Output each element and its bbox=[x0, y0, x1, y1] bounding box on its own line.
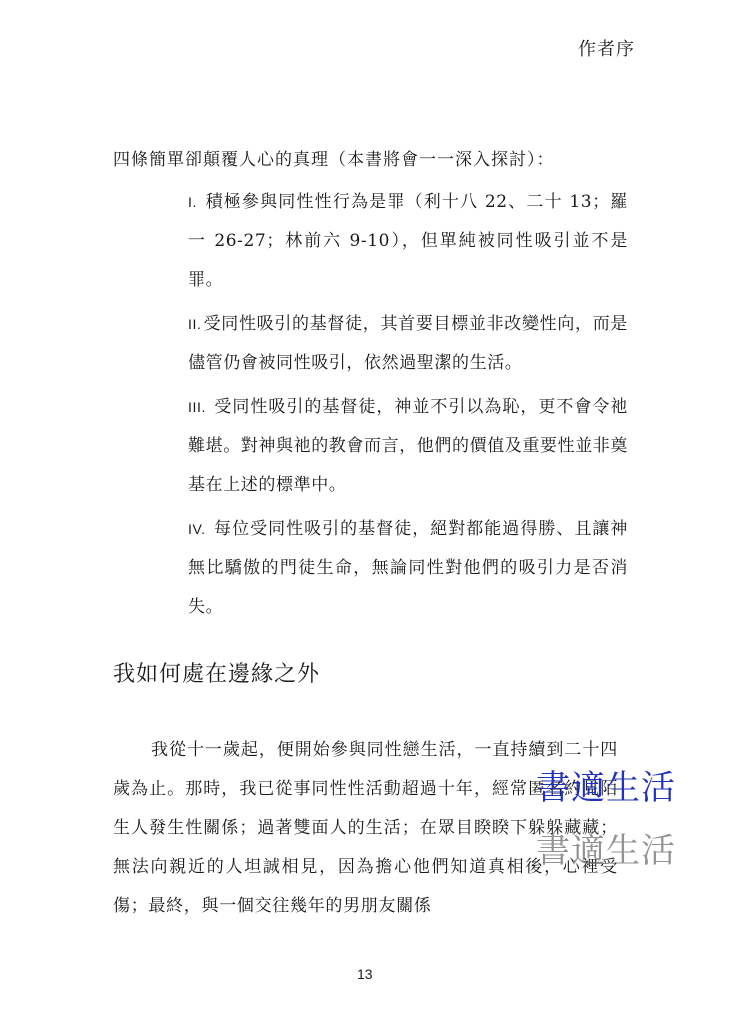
watermark-secondary: 書適生活 bbox=[536, 831, 676, 871]
truth-item-1 bbox=[188, 183, 628, 300]
body-paragraph: 我從十一歲起，便開始參與同性戀生活，一直持續到二十四歲為止。那時，我已從事同性性活動超過十年，經常匿名約見陌生人發生性關係；過著雙面人的生活；在眾目睽睽下躲躲藏藏；無法向親近的人坦誠相見，因為擔心他們知道真相後，心裡受傷；最終，與一個交往幾年的男朋友關係 bbox=[113, 740, 618, 916]
truth-text: 積極參與同性性行為是罪（利十八 22、二十 13；羅一 26-27；林前六 9-10），但單純被同性吸引並不是罪。 bbox=[188, 192, 628, 290]
truth-item-2 bbox=[188, 305, 628, 383]
truth-text: 受同性吸引的基督徒，神並不引以為恥，更不會令祂難堪。對神與祂的教會而言，他們的價值及重要性並非奠基在上述的標準中。 bbox=[188, 397, 628, 495]
truth-item-4 bbox=[188, 510, 628, 627]
truth-marker: IV. bbox=[188, 521, 206, 537]
intro-text: 四條簡單卻顛覆人心的真理（本書將會一一深入探討）： bbox=[113, 150, 555, 170]
watermark-primary: 書適生活 bbox=[536, 768, 676, 808]
truth-item-3 bbox=[188, 388, 628, 505]
truth-marker: III. bbox=[188, 399, 206, 415]
truths-list bbox=[188, 183, 628, 627]
truth-marker: II. bbox=[188, 316, 202, 332]
truth-marker: I. bbox=[188, 194, 197, 210]
truth-text: 受同性吸引的基督徒，其首要目標並非改變性向，而是儘管仍會被同性吸引，依然過聖潔的生活。 bbox=[188, 314, 628, 373]
running-header: 作者序 bbox=[578, 39, 635, 60]
page-number: 13 bbox=[357, 966, 373, 982]
truth-text: 每位受同性吸引的基督徒，絕對都能過得勝、且讓神無比驕傲的門徒生命，無論同性對他們的吸引力是否消失。 bbox=[188, 519, 628, 617]
section-heading: 我如何處在邊緣之外 bbox=[113, 662, 321, 687]
